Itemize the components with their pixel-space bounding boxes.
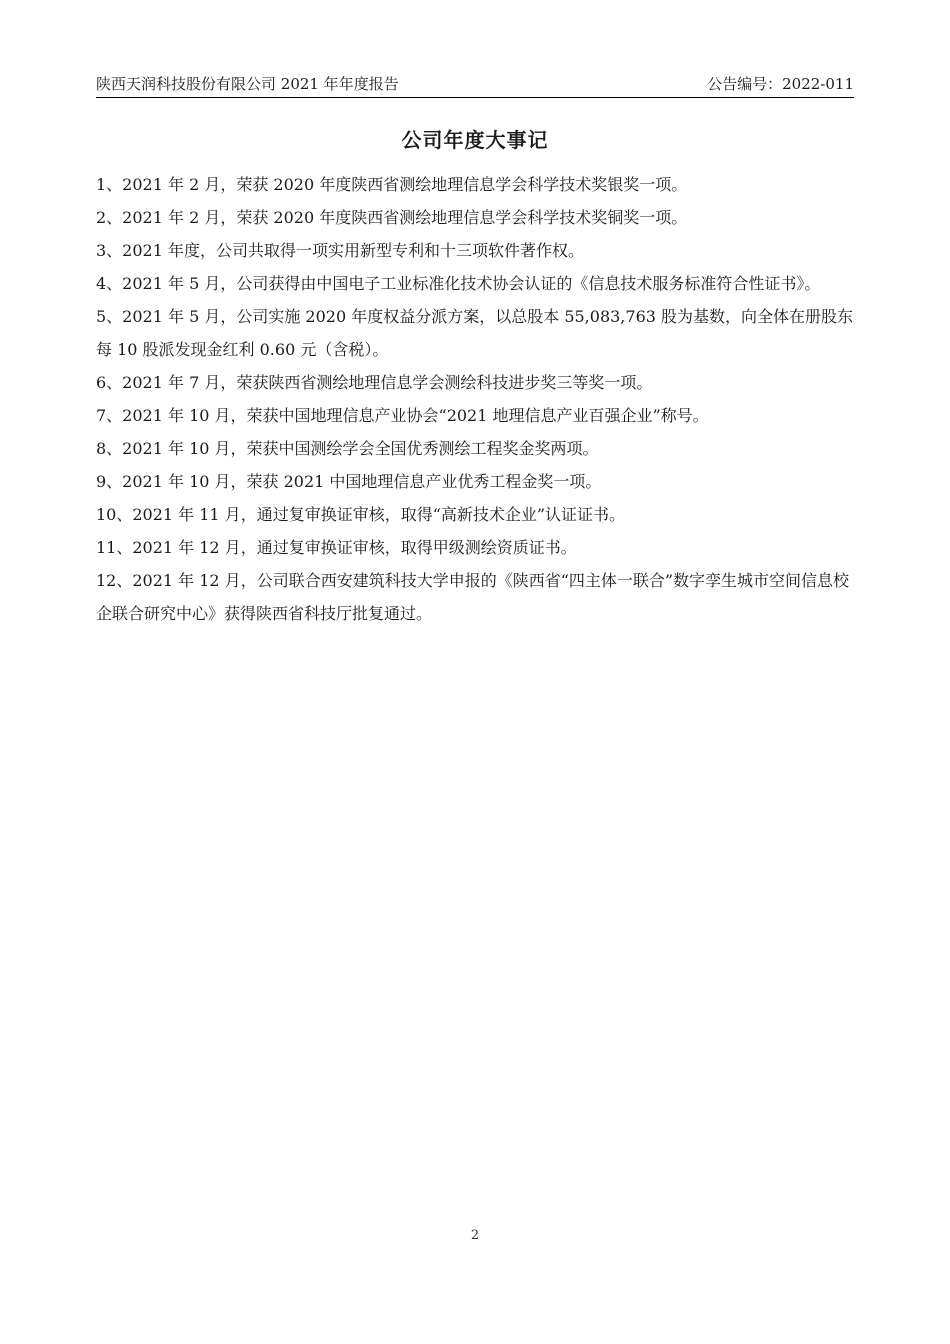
list-item: 5、2021 年 5 月，公司实施 2020 年度权益分派方案，以总股本 55,083,763 股为基数，向全体在册股东每 10 股派发现金红利 0.60 元（含税）。 xyxy=(96,307,854,359)
list-item: 7、2021 年 10 月，荣获中国地理信息产业协会“2021 地理信息产业百强企业”称号。 xyxy=(96,406,709,425)
events-list xyxy=(96,168,854,630)
page-number: 2 xyxy=(470,1228,480,1243)
list-item: 2、2021 年 2 月，荣获 2020 年度陕西省测绘地理信息学会科学技术奖铜奖一项。 xyxy=(96,208,688,227)
announcement-number: 公告编号：2022-011 xyxy=(707,75,854,93)
list-item: 4、2021 年 5 月，公司获得由中国电子工业标准化技术协会认证的《信息技术服务标准符合性证书》。 xyxy=(96,274,821,293)
list-item: 10、2021 年 11 月，通过复审换证审核，取得“高新技术企业”认证证书。 xyxy=(96,505,626,524)
list-item: 1、2021 年 2 月，荣获 2020 年度陕西省测绘地理信息学会科学技术奖银奖一项。 xyxy=(96,175,688,194)
list-item: 3、2021 年度，公司共取得一项实用新型专利和十三项软件著作权。 xyxy=(96,241,584,260)
page-header xyxy=(96,68,854,98)
list-item: 9、2021 年 10 月，荣获 2021 中国地理信息产业优秀工程金奖一项。 xyxy=(96,472,602,491)
report-title: 陕西天润科技股份有限公司 2021 年年度报告 xyxy=(96,75,399,93)
list-item: 11、2021 年 12 月，通过复审换证审核，取得甲级测绘资质证书。 xyxy=(96,538,577,557)
section-title: 公司年度大事记 xyxy=(401,128,549,152)
list-item: 6、2021 年 7 月，荣获陕西省测绘地理信息学会测绘科技进步奖三等奖一项。 xyxy=(96,373,653,392)
list-item: 8、2021 年 10 月，荣获中国测绘学会全国优秀测绘工程奖金奖两项。 xyxy=(96,439,599,458)
list-item: 12、2021 年 12 月，公司联合西安建筑科技大学申报的《陕西省“四主体一联合”数字孪生城市空间信息校企联合研究中心》获得陕西省科技厅批复通过。 xyxy=(96,571,850,623)
